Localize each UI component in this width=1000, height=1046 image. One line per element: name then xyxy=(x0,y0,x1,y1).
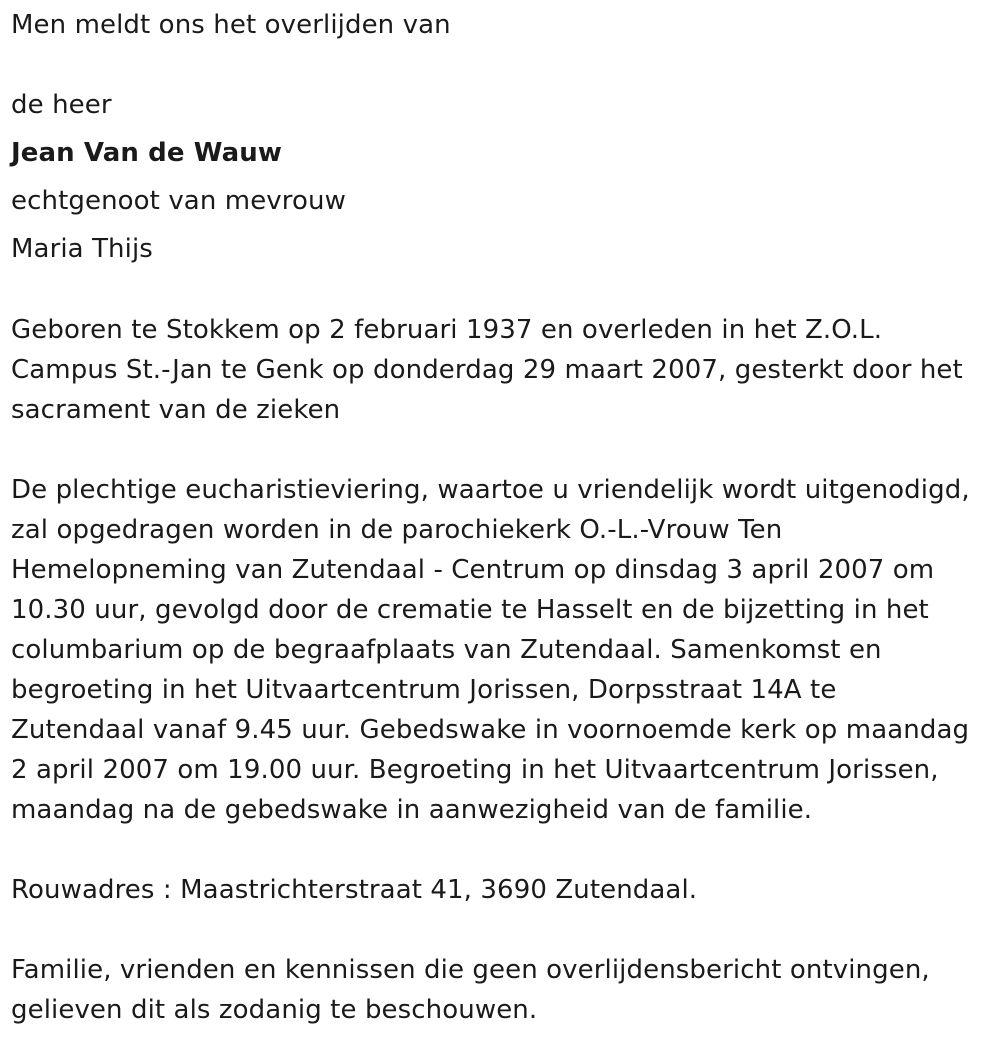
paragraph-line: zal opgedragen worden in de parochiekerk O.-L.-Vrouw Ten xyxy=(11,515,783,545)
deceased-name: Jean Van de Wauw xyxy=(11,138,282,168)
paragraph-line: Zutendaal vanaf 9.45 uur. Gebedswake in voornoemde kerk op maandag xyxy=(11,715,970,745)
salutation: de heer xyxy=(11,90,112,120)
paragraph-line: maandag na de gebedswake in aanwezigheid van de familie. xyxy=(11,795,813,825)
paragraph-line: Hemelopneming van Zutendaal - Centrum op dinsdag 3 april 2007 om xyxy=(11,555,935,585)
paragraph-line: 10.30 uur, gevolgd door de crematie te Hasselt en de bijzetting in het xyxy=(11,595,929,625)
spouse-label: echtgenoot van mevrouw xyxy=(11,186,346,216)
paragraph-line: 2 april 2007 om 19.00 uur. Begroeting in het Uitvaartcentrum Jorissen, xyxy=(11,755,939,785)
intro-text: Men meldt ons het overlijden van xyxy=(11,10,451,40)
spouse-name: Maria Thijs xyxy=(11,234,153,264)
paragraph-line: gelieven dit als zodanig te beschouwen. xyxy=(11,995,538,1025)
mourning-address: Rouwadres : Maastrichterstraat 41, 3690 Zutendaal. xyxy=(11,875,698,905)
ceremony-paragraph xyxy=(11,470,986,830)
paragraph-line: sacrament van de zieken xyxy=(11,395,341,425)
paragraph-line: Familie, vrienden en kennissen die geen overlijdensbericht ontvingen, xyxy=(11,955,930,985)
closing-paragraph xyxy=(11,950,986,1030)
paragraph-line: De plechtige eucharistieviering, waartoe u vriendelijk wordt uitgenodigd, xyxy=(11,475,970,505)
paragraph-line: columbarium op de begraafplaats van Zutendaal. Samenkomst en xyxy=(11,635,882,665)
paragraph-line: Campus St.-Jan te Genk op donderdag 29 maart 2007, gesterkt door het xyxy=(11,355,963,385)
birth-death-paragraph xyxy=(11,310,986,430)
paragraph-line: Geboren te Stokkem op 2 februari 1937 en overleden in het Z.O.L. xyxy=(11,315,883,345)
paragraph-line: begroeting in het Uitvaartcentrum Jorissen, Dorpsstraat 14A te xyxy=(11,675,837,705)
address-paragraph xyxy=(11,870,986,910)
